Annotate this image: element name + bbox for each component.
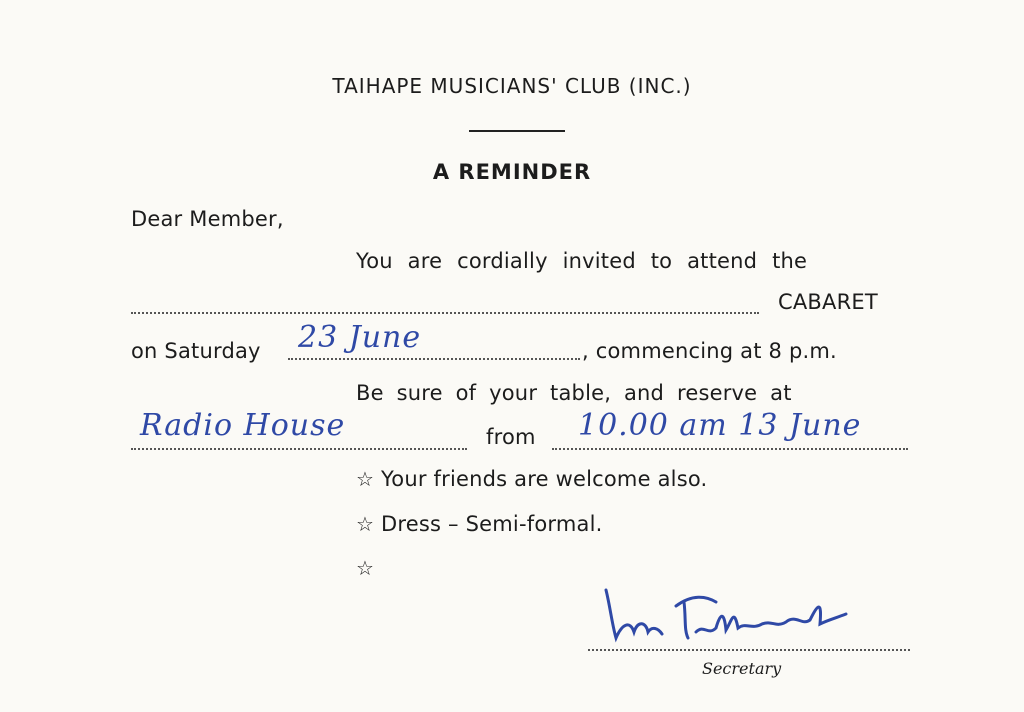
star-icon: ☆ <box>356 556 375 580</box>
handwritten-from-time: 10.00 am 13 June <box>578 408 862 443</box>
note-text: Dress – Semi-formal. <box>381 512 603 536</box>
title-divider <box>469 130 565 132</box>
signature-line <box>588 649 910 651</box>
note-text: Your friends are welcome also. <box>381 467 708 491</box>
note-dress <box>356 512 603 536</box>
note-blank <box>356 556 374 580</box>
reserve-line: Be sure of your table, and reserve at <box>356 381 792 405</box>
from-blank-line <box>552 448 908 450</box>
date-blank-line <box>288 358 580 360</box>
star-icon: ☆ <box>356 467 375 491</box>
organization-name: TAIHAPE MUSICIANS' CLUB (INC.) <box>332 74 692 98</box>
commencing-text: , commencing at 8 p.m. <box>582 339 837 363</box>
from-label: from <box>486 425 536 449</box>
event-blank-line <box>131 312 759 314</box>
venue-blank-line <box>131 448 467 450</box>
salutation: Dear Member, <box>131 207 284 231</box>
date-prefix: on Saturday <box>131 339 261 363</box>
star-icon: ☆ <box>356 512 375 536</box>
handwritten-venue: Radio House <box>140 408 346 443</box>
note-friends <box>356 467 707 491</box>
document-title: A REMINDER <box>432 160 592 184</box>
invitation-line: You are cordially invited to attend the <box>356 249 808 273</box>
handwritten-date: 23 June <box>298 320 422 355</box>
signature-role: Secretary <box>702 659 782 678</box>
handwritten-signature <box>596 584 866 654</box>
event-name: CABARET <box>778 290 878 314</box>
